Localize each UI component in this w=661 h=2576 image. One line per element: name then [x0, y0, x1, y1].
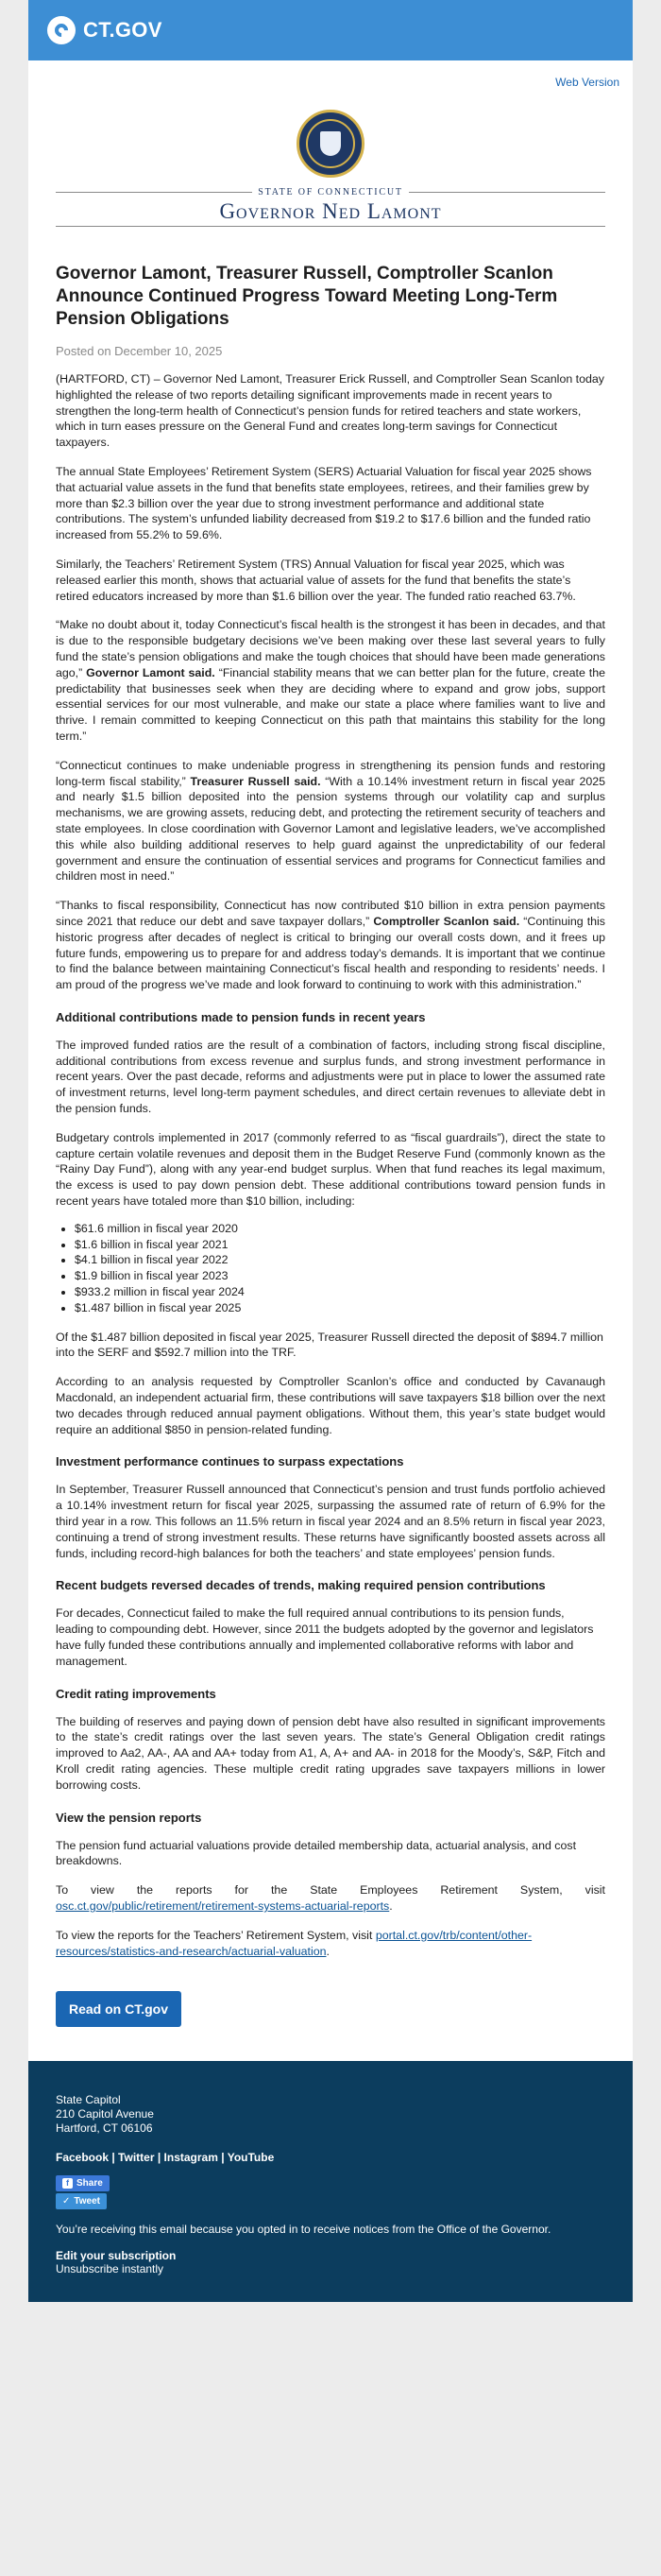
paragraph-trs: Similarly, the Teachers’ Retirement System (TRS) Annual Valuation for fiscal year 2025, which was released earlier this month, shows that actuarial value of assets for the fund that benefits the state’s retired educators increased by more than $1.6 billion over the year. The funded ratio reached 63.7%.: [56, 557, 576, 603]
sers-reports-link[interactable]: osc.ct.gov/public/retirement/retirement-systems-actuarial-reports: [56, 1898, 390, 1913]
speaker-label: Comptroller Scanlon said.: [373, 914, 520, 928]
list-item: • $1.487 billion in fiscal year 2025: [75, 1300, 605, 1316]
quote-text: “Financial stability means that we can better plan for the future, create the predictability that businesses seek when they are deciding where to expand and grow jobs, support essential services for our most vulnerable, and make our state a place where families want to live and thrive. I remain committed to keeping Connecticut on this path that maintains this stability for the long term.”: [56, 665, 605, 743]
paragraph-fiscal-guardrails: Budgetary controls implemented in 2017 (commonly referred to as “fiscal guardrails”), direct the state to capture certain volatile revenues and deposit them in the Budget Reserve Fund (commonly known as the “Rainy Day Fund”), along with any year-end budget surplus. When that fund reaches its legal maximum, the excess is used to pay down pension debt. These additional contributions toward pension funds in recent years have totaled more than $10 billion, including:: [56, 1130, 605, 1209]
quote-text: “Connecticut continues to make undeniable progress in strengthening its pension funds and restoring long-term fiscal stability,”: [56, 758, 605, 788]
footer-address: [56, 2093, 605, 2136]
quote-text: “Thanks to fiscal responsibility, Connecticut has now contributed $10 billion in extra pension payments since 2021 that reduce our debt and save taxpayer dollars,”: [56, 899, 605, 928]
posted-date: Posted on December 10, 2025: [56, 344, 223, 358]
paragraph-deposit-split: Of the $1.487 billion deposited in fiscal year 2025, Treasurer Russell directed the deposit of $894.7 million into the SERF and $592.7 million into the TRF.: [56, 1330, 603, 1360]
trs-reports-link[interactable]: portal.ct.gov/trb/content/other-resources/statistics-and-research/actuarial-valuation: [56, 1928, 533, 1958]
address-line: Hartford, CT 06106: [56, 2121, 153, 2136]
list-item: • $1.9 billion in fiscal year 2023: [75, 1268, 605, 1284]
facebook-share-button[interactable]: [56, 2175, 110, 2191]
address-line: State Capitol: [56, 2093, 121, 2107]
email-container: [28, 0, 633, 2302]
heading-additional-contributions: Additional contributions made to pension funds in recent years: [56, 1009, 426, 1024]
state-line: [56, 187, 605, 197]
paragraph-intro: (HARTFORD, CT) – Governor Ned Lamont, Treasurer Erick Russell, and Comptroller Sean Scanlon today highlighted the release of two reports detailing significant improvements made in recent years to strengthen the long-term health of Connecticut’s pension funds for retired teachers and state workers, which in turn eases pressure on the General Fund and creates long-term savings for Connecticut taxpayers.: [56, 372, 604, 450]
list-item: • $1.6 billion in fiscal year 2021: [75, 1237, 605, 1253]
paragraph-budgets: For decades, Connecticut failed to make the full required annual contributions to its pension funds, leading to compounding debt. However, since 2011 the budgets adopted by the governor and legislators have fully funded these contributions annually and implemented collaborative reforms with labor and management.: [56, 1606, 594, 1668]
governor-masthead: [28, 100, 633, 227]
ctgov-logo[interactable]: [47, 16, 162, 44]
footer: [28, 2061, 633, 2302]
youtube-link[interactable]: YouTube: [227, 2151, 275, 2165]
state-seal-icon: [297, 110, 364, 178]
paragraph-improved-ratios: The improved funded ratios are the result of a combination of factors, including strong fiscal discipline, additional contributions from excess revenue and surplus funds, and strong investment performance in recent years. Over the past decade, reforms and adjustments were put in place to lower the assumed rate of investment returns, level long-term payment schedules, and direct certain revenues to alleviate debt in the pension funds.: [56, 1038, 605, 1116]
paragraph-comptroller-quote: [56, 898, 605, 993]
quote-text: “Make no doubt about it, today Connecticut’s fiscal health is the strongest it has been in decades, and that is due to the responsible budgetary decisions we’ve been making over these last several years to fully fund the state’s pension obligations and make the tough choices that should have been made generations ago,”: [56, 618, 605, 679]
web-version-bar: [28, 60, 633, 100]
quote-text: “With a 10.14% investment return in fiscal year 2025 and nearly $1.5 billion deposited into the pension systems through our volatility cap and surplus mechanisms, we are growing assets, reducing debt, and protecting the retirement security of teachers and state employees. In close coordination with Governor Lamont and legislative leaders, we’ve accomplished this while also building additional reserves to help guard against the unpredictability of our federal government and ensure the continuation of essential services and programs for Connecticut families and children most in need.”: [56, 774, 606, 884]
read-on-ctgov-button[interactable]: Read on CT.gov: [56, 1991, 181, 2027]
list-item: • $61.6 million in fiscal year 2020: [75, 1221, 605, 1237]
unsubscribe-link[interactable]: Unsubscribe instantly: [56, 2262, 164, 2276]
ctgov-logo-text: CT.GOV: [83, 18, 162, 42]
masthead-divider: [56, 226, 605, 227]
quote-text: “Continuing this historic progress after decades of neglect is critical to bringing our overall costs down, and it frees up future funds, empowering us to prepare for and address today’s demands. It is important that we continue to find the balance between maintaining Connecticut’s fiscal health and responding to residents’ needs. I am proud of the progress we’ve made and look forward to continuing to work with this administration.”: [56, 914, 605, 992]
governor-name: Governor Ned Lamont: [219, 199, 442, 223]
speaker-label: Treasurer Russell said.: [190, 774, 321, 788]
heading-investment-performance: Investment performance continues to surpass expectations: [56, 1454, 404, 1469]
paragraph-reports-intro: The pension fund actuarial valuations provide detailed membership data, actuarial analysis, and cost breakdowns.: [56, 1838, 577, 1868]
state-of-connecticut-label: STATE OF CONNECTICUT: [258, 187, 403, 197]
tweet-button[interactable]: [56, 2193, 107, 2209]
header-bar: [28, 0, 633, 60]
heading-credit-rating: Credit rating improvements: [56, 1686, 216, 1701]
paragraph-treasurer-quote: [56, 758, 605, 884]
paragraph-credit-rating: The building of reserves and paying down of pension debt have also resulted in significant improvements to the state’s credit ratings over the last seven years. The state’s General Obligation credit ratings improved to Aa2, AA-, AA and AA+ today from A1, A, A+ and AA- in 2018 for the Moody’s, S&P, Fitch and Kroll credit rating agencies. These multiple credit rating upgrades save taxpayers millions in lower borrowing costs.: [56, 1714, 605, 1792]
edit-subscription-link[interactable]: Edit your subscription: [56, 2249, 177, 2263]
paragraph-sers: The annual State Employees’ Retirement System (SERS) Actuarial Valuation for fiscal year 2025 shows that actuarial value assets in the fund that benefits state employees, retirees, and their families grew by more than $2.3 billion over the year due to strong investment performance and additional state contributions. The system’s unfunded liability decreased from $19.2 to $17.6 billion and the funded ratio increased from 55.2% to 59.6%.: [56, 464, 592, 542]
web-version-link[interactable]: Web Version: [555, 76, 619, 89]
address-line: 210 Capitol Avenue: [56, 2107, 154, 2121]
press-release: [28, 263, 633, 2061]
article-title: Governor Lamont, Treasurer Russell, Comptroller Scanlon Announce Continued Progress Toward Meeting Long-Term Pension Obligations: [56, 264, 558, 329]
reports-text: To view the reports for the Teachers’ Retirement System, visit: [56, 1928, 373, 1942]
reports-text: To view the reports for the State Employees Retirement System, visit: [56, 1883, 605, 1898]
subscription-note: You’re receiving this email because you opted in to receive notices from the Office of the Governor.: [56, 2223, 551, 2237]
tweet-label: Tweet: [74, 2196, 100, 2207]
heading-view-reports: View the pension reports: [56, 1810, 202, 1825]
paragraph-analysis: According to an analysis requested by Comptroller Scanlon’s office and conducted by Cavanaugh Macdonald, an independent actuarial firm, these contributions will save taxpayers $18 billion over the next two decades through reduced annual payment obligations. Without them, this year’s state budget would require an additional $850 in pension-related funding.: [56, 1375, 605, 1436]
ctgov-logo-icon: [47, 16, 76, 44]
twitter-link[interactable]: Twitter: [118, 2151, 155, 2165]
paragraph-trs-reports: To view the reports for the Teachers’ Retirement System, visit portal.ct.gov/trb/content/other-resources/statistics-and-research/actuarial-valuation.: [56, 1928, 533, 1958]
paragraph-sers-reports: To view the reports for the State Employees Retirement System, visit osc.ct.gov/public/retirement/retirement-systems-actuarial-reports.: [56, 1883, 605, 1913]
facebook-icon: f: [62, 2178, 73, 2189]
paragraph-governor-quote: [56, 617, 605, 744]
contributions-list: [56, 1221, 605, 1316]
facebook-link[interactable]: Facebook: [56, 2151, 110, 2165]
social-links: Facebook | Twitter | Instagram | YouTube: [56, 2151, 275, 2165]
paragraph-investment: In September, Treasurer Russell announced that Connecticut’s pension and trust funds portfolio achieved a 10.14% investment return for fiscal year 2025, surpassing the assumed rate of return of 6.9% for the third year in a row. This follows an 11.5% return in fiscal year 2024 and an 8.5% return in fiscal year 2023, continuing a trend of strong investment results. These returns have significantly boosted assets across all funds, including record-high balances for both the teachers’ and state employees’ pension funds.: [56, 1483, 605, 1560]
heading-recent-budgets: Recent budgets reversed decades of trends, making required pension contributions: [56, 1578, 546, 1593]
speaker-label: Governor Lamont said.: [86, 665, 215, 679]
share-label: Share: [76, 2178, 103, 2190]
twitter-bird-icon: ✓: [62, 2196, 71, 2207]
instagram-link[interactable]: Instagram: [163, 2151, 218, 2165]
list-item: • $933.2 million in fiscal year 2024: [75, 1284, 605, 1300]
list-item: • $4.1 billion in fiscal year 2022: [75, 1252, 605, 1268]
